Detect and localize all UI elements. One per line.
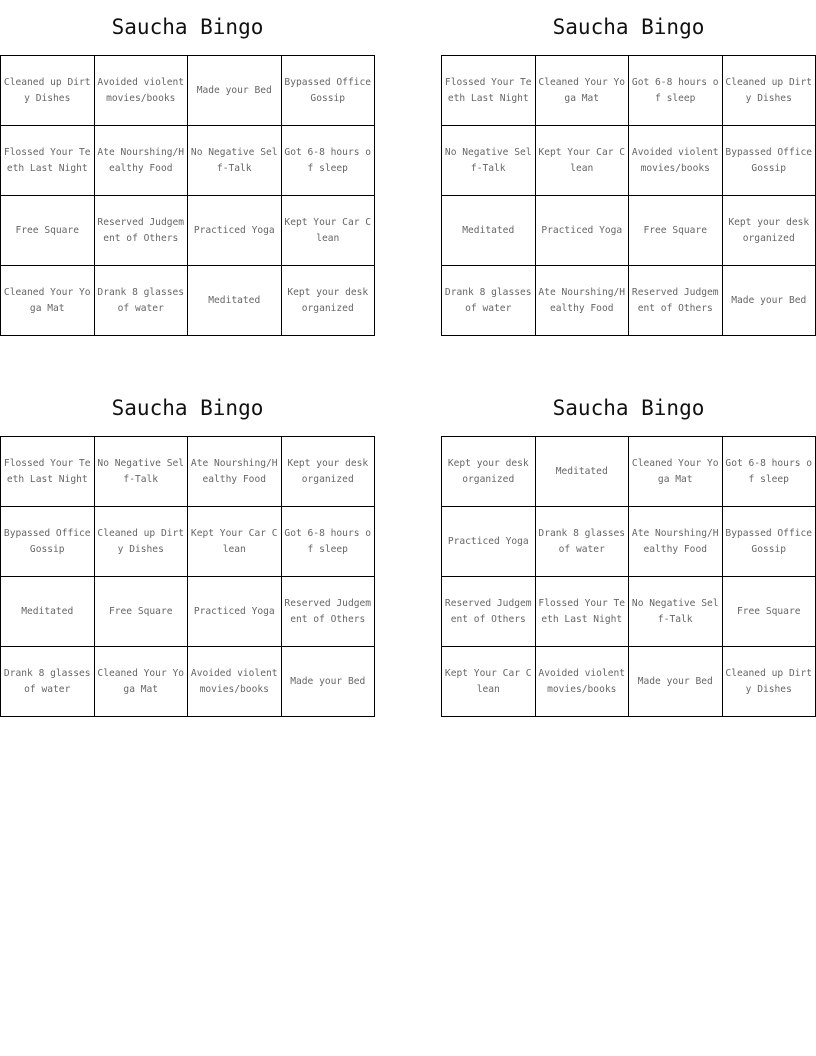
bingo-cell: Practiced Yoga bbox=[188, 196, 282, 266]
bingo-cell: Drank 8 glasses of water bbox=[95, 266, 189, 336]
bingo-cell: Kept your desk organized bbox=[282, 266, 376, 336]
bingo-cell: No Negative Self-Talk bbox=[188, 126, 282, 196]
bingo-cell: Free Square bbox=[629, 196, 723, 266]
card-title: Saucha Bingo bbox=[111, 396, 264, 420]
bingo-cell: Made your Bed bbox=[282, 647, 376, 717]
bingo-cell: Bypassed Office Gossip bbox=[282, 56, 376, 126]
bingo-cell: Drank 8 glasses of water bbox=[536, 507, 630, 577]
bingo-cell: Practiced Yoga bbox=[188, 577, 282, 647]
bingo-cell: Got 6-8 hours of sleep bbox=[282, 507, 376, 577]
bingo-cell: Cleaned Your Yoga Mat bbox=[629, 437, 723, 507]
bingo-grid bbox=[0, 55, 375, 336]
bingo-grid bbox=[0, 436, 375, 717]
bingo-cell: Kept your desk organized bbox=[282, 437, 376, 507]
bingo-cell: Kept your desk organized bbox=[723, 196, 816, 266]
bingo-cell: Made your Bed bbox=[723, 266, 816, 336]
bingo-cell: No Negative Self-Talk bbox=[442, 126, 536, 196]
bingo-cell: Ate Nourshing/Healthy Food bbox=[95, 126, 189, 196]
bingo-cell: Flossed Your Teeth Last Night bbox=[536, 577, 630, 647]
bingo-cell: Cleaned Your Yoga Mat bbox=[95, 647, 189, 717]
bingo-cell: Got 6-8 hours of sleep bbox=[723, 437, 816, 507]
bingo-cell: Bypassed Office Gossip bbox=[723, 507, 816, 577]
bingo-cell: Kept Your Car Clean bbox=[442, 647, 536, 717]
bingo-cell: Avoided violent movies/books bbox=[629, 126, 723, 196]
bingo-cell: Reserved Judgement of Others bbox=[95, 196, 189, 266]
bingo-cell: Reserved Judgement of Others bbox=[442, 577, 536, 647]
bingo-grid bbox=[441, 436, 816, 717]
bingo-cell: Free Square bbox=[1, 196, 95, 266]
bingo-cell: Cleaned Your Yoga Mat bbox=[536, 56, 630, 126]
bingo-cell: Kept Your Car Clean bbox=[536, 126, 630, 196]
bingo-cell: Meditated bbox=[1, 577, 95, 647]
bingo-cell: Avoided violent movies/books bbox=[188, 647, 282, 717]
bingo-cell: Got 6-8 hours of sleep bbox=[282, 126, 376, 196]
bingo-cell: Kept your desk organized bbox=[442, 437, 536, 507]
bingo-cell: Cleaned up Dirty Dishes bbox=[723, 56, 816, 126]
bingo-cell: Bypassed Office Gossip bbox=[723, 126, 816, 196]
bingo-cell: Avoided violent movies/books bbox=[95, 56, 189, 126]
bingo-cell: Drank 8 glasses of water bbox=[442, 266, 536, 336]
bingo-cell: Cleaned up Dirty Dishes bbox=[95, 507, 189, 577]
bingo-cell: Avoided violent movies/books bbox=[536, 647, 630, 717]
bingo-cell: Kept Your Car Clean bbox=[188, 507, 282, 577]
bingo-cell: Free Square bbox=[723, 577, 816, 647]
bingo-cell: Cleaned Your Yoga Mat bbox=[1, 266, 95, 336]
bingo-cell: Reserved Judgement of Others bbox=[282, 577, 376, 647]
bingo-cell: Made your Bed bbox=[629, 647, 723, 717]
bingo-cell: Flossed Your Teeth Last Night bbox=[1, 126, 95, 196]
card-title: Saucha Bingo bbox=[552, 396, 705, 420]
bingo-cell: Flossed Your Teeth Last Night bbox=[442, 56, 536, 126]
bingo-cell: Ate Nourshing/Healthy Food bbox=[188, 437, 282, 507]
bingo-cell: Made your Bed bbox=[188, 56, 282, 126]
card-title: Saucha Bingo bbox=[552, 15, 705, 39]
bingo-cell: Meditated bbox=[188, 266, 282, 336]
bingo-cell: Got 6-8 hours of sleep bbox=[629, 56, 723, 126]
bingo-cell: Free Square bbox=[95, 577, 189, 647]
bingo-cell: Reserved Judgement of Others bbox=[629, 266, 723, 336]
bingo-cell: Kept Your Car Clean bbox=[282, 196, 376, 266]
bingo-cell: Meditated bbox=[442, 196, 536, 266]
bingo-cell: Bypassed Office Gossip bbox=[1, 507, 95, 577]
card-title: Saucha Bingo bbox=[111, 15, 264, 39]
bingo-cell: Cleaned up Dirty Dishes bbox=[723, 647, 816, 717]
bingo-cell: Practiced Yoga bbox=[442, 507, 536, 577]
bingo-cell: Cleaned up Dirty Dishes bbox=[1, 56, 95, 126]
bingo-cell: Ate Nourshing/Healthy Food bbox=[629, 507, 723, 577]
bingo-cell: No Negative Self-Talk bbox=[95, 437, 189, 507]
bingo-grid bbox=[441, 55, 816, 336]
bingo-cell: Drank 8 glasses of water bbox=[1, 647, 95, 717]
bingo-cell: Flossed Your Teeth Last Night bbox=[1, 437, 95, 507]
bingo-cell: Meditated bbox=[536, 437, 630, 507]
bingo-cell: Practiced Yoga bbox=[536, 196, 630, 266]
bingo-cell: Ate Nourshing/Healthy Food bbox=[536, 266, 630, 336]
bingo-cell: No Negative Self-Talk bbox=[629, 577, 723, 647]
